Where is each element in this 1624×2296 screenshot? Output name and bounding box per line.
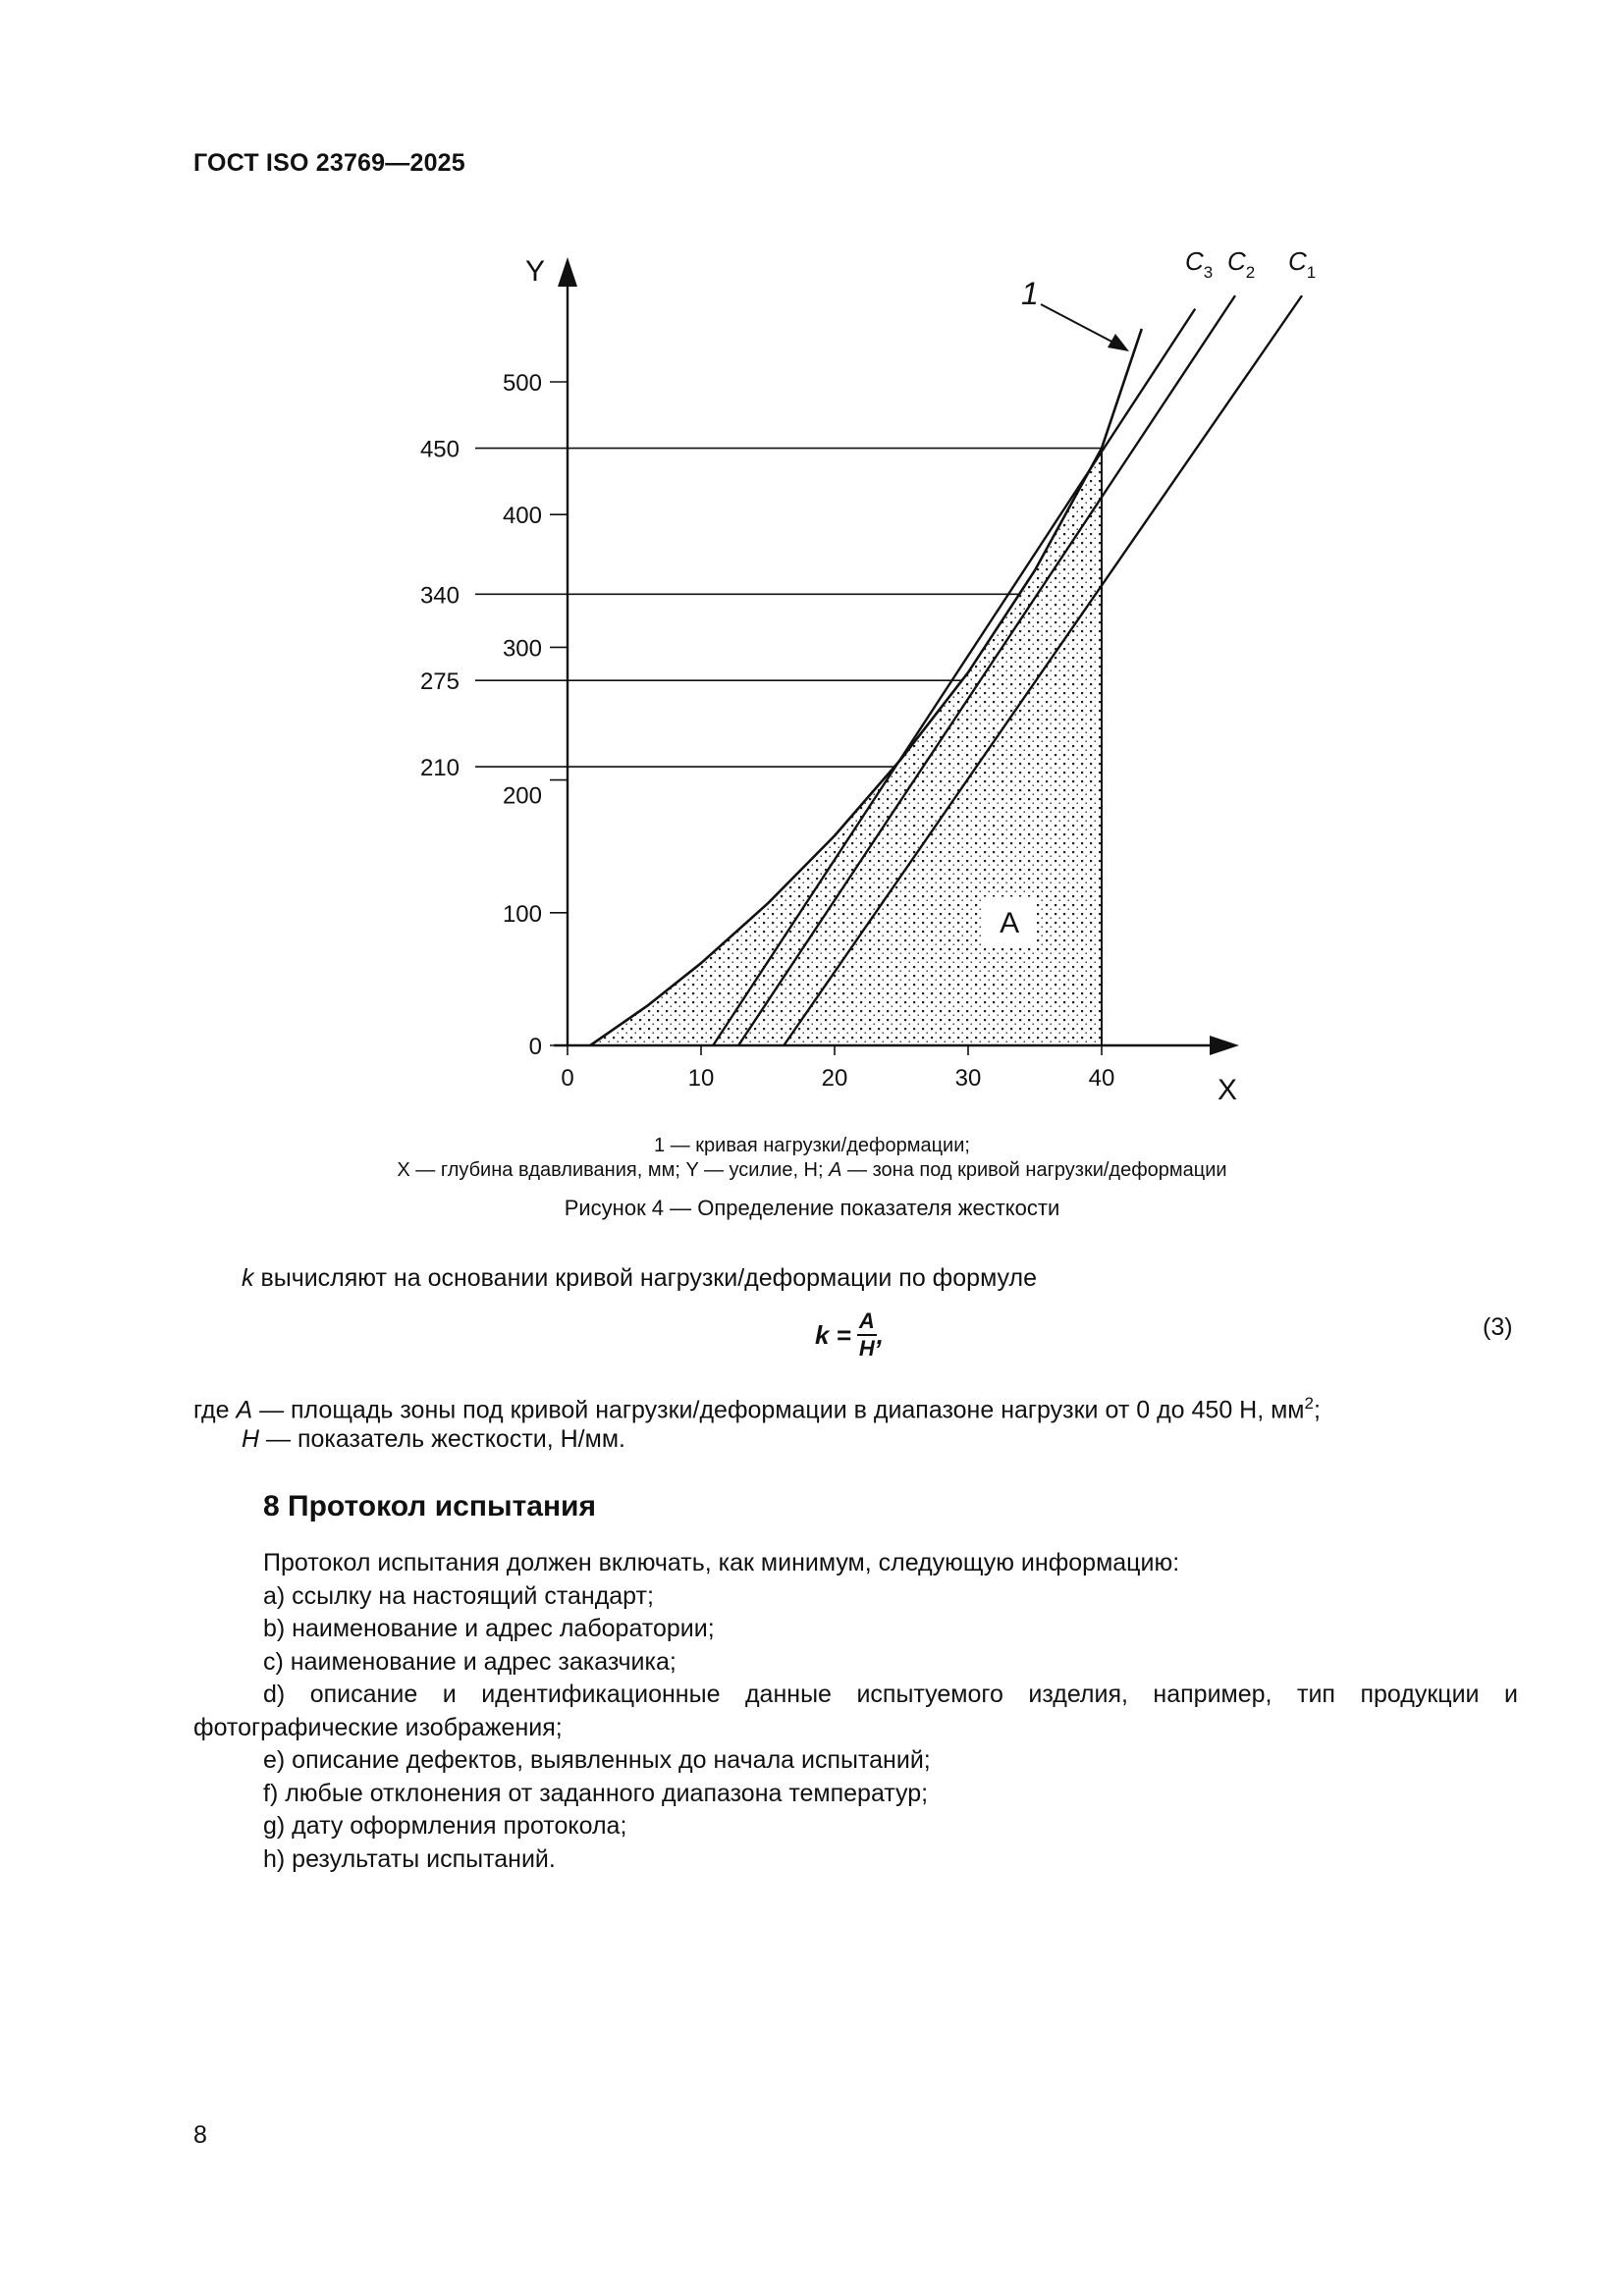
list-item: e) описание дефектов, выявленных до начала испытаний; [263, 1746, 931, 1774]
line-label-c3: $C_3$ [1185, 246, 1214, 282]
line-label-c1: $C_1$ [1288, 246, 1317, 282]
x-axis-arrow [1210, 1036, 1239, 1055]
legend-key-1: 1 — кривая нагрузки/деформации; [654, 1135, 970, 1156]
figure-legend-line-2: X — глубина вдавливания, мм; Y — усилие, Н; A — зона под кривой нагрузки/деформации [397, 1159, 1227, 1181]
list-item-continuation: фотографические изображения; [193, 1713, 563, 1741]
figure-legend-line-1 [0, 1135, 1624, 1157]
section-body [193, 1547, 1518, 1876]
formula-intro: k вычисляют на основании кривой нагрузки/деформации по формуле [242, 1264, 1037, 1292]
list-item: d) описание и идентификационные данные испытуемого изделия, например, тип продукции и [263, 1681, 1518, 1708]
y-axis-label: Y [524, 255, 546, 288]
section-heading: 8 Протокол испытания [263, 1490, 597, 1522]
where-H: H — показатель жесткости, Н/мм. [242, 1425, 625, 1453]
section-intro: Протокол испытания должен включать, как минимум, следующую информацию: [263, 1549, 1180, 1576]
y-tick-label-300: 300 [502, 635, 542, 663]
y-tick-label-500: 500 [502, 370, 542, 397]
x-tick-label-30: 30 [954, 1065, 982, 1092]
formula-fraction: $\frac{A}{H}$ [858, 1308, 875, 1361]
formula-3: k = $\frac{A}{H}$ , [815, 1308, 884, 1361]
list-item: g) дату оформления протокола; [263, 1812, 627, 1840]
x-tick-label-0: 0 [561, 1065, 574, 1092]
list-item: f) любые отклонения от заданного диапазона температур; [263, 1779, 929, 1807]
area-label: A [1000, 907, 1020, 940]
curve-label: 1 [1021, 276, 1039, 311]
figure-caption: Рисунок 4 — Определение показателя жесткости [564, 1196, 1060, 1220]
equation-number: (3) [1483, 1313, 1513, 1341]
reference-label-340: 340 [419, 582, 460, 610]
curve-pointer [1041, 304, 1119, 346]
reference-label-275: 275 [419, 668, 460, 696]
page-number: 8 [193, 2121, 207, 2149]
y-axis-arrow [558, 257, 577, 287]
list-item: a) ссылку на настоящий стандарт; [263, 1581, 654, 1610]
curve-pointer-arrow [1108, 334, 1129, 351]
reference-label-450: 450 [419, 436, 460, 463]
line-label-c2: $C_2$ [1227, 246, 1256, 282]
y-tick-label-0: 0 [528, 1034, 542, 1060]
list-item: c) наименование и адрес заказчика; [263, 1647, 677, 1676]
x-tick-label-40: 40 [1088, 1065, 1115, 1092]
reference-label-210: 210 [419, 755, 460, 782]
y-tick-label-400: 400 [502, 503, 542, 530]
list-item: b) наименование и адрес лаборатории; [263, 1615, 715, 1642]
list-item: h) результаты испытаний. [263, 1844, 556, 1873]
x-tick-label-20: 20 [821, 1065, 848, 1092]
where-A: где A — площадь зоны под кривой нагрузки/деформации в диапазоне нагрузки от 0 до 450 Н, $мм^2$; [193, 1394, 1321, 1424]
load-deformation-figure [0, 0, 1624, 1139]
y-tick-label-200: 200 [502, 782, 542, 810]
x-axis-label: X [1217, 1074, 1238, 1106]
document-header: ГОСТ ISO 23769—2025 [193, 149, 465, 177]
y-tick-label-100: 100 [502, 900, 542, 928]
x-tick-label-10: 10 [687, 1065, 715, 1092]
